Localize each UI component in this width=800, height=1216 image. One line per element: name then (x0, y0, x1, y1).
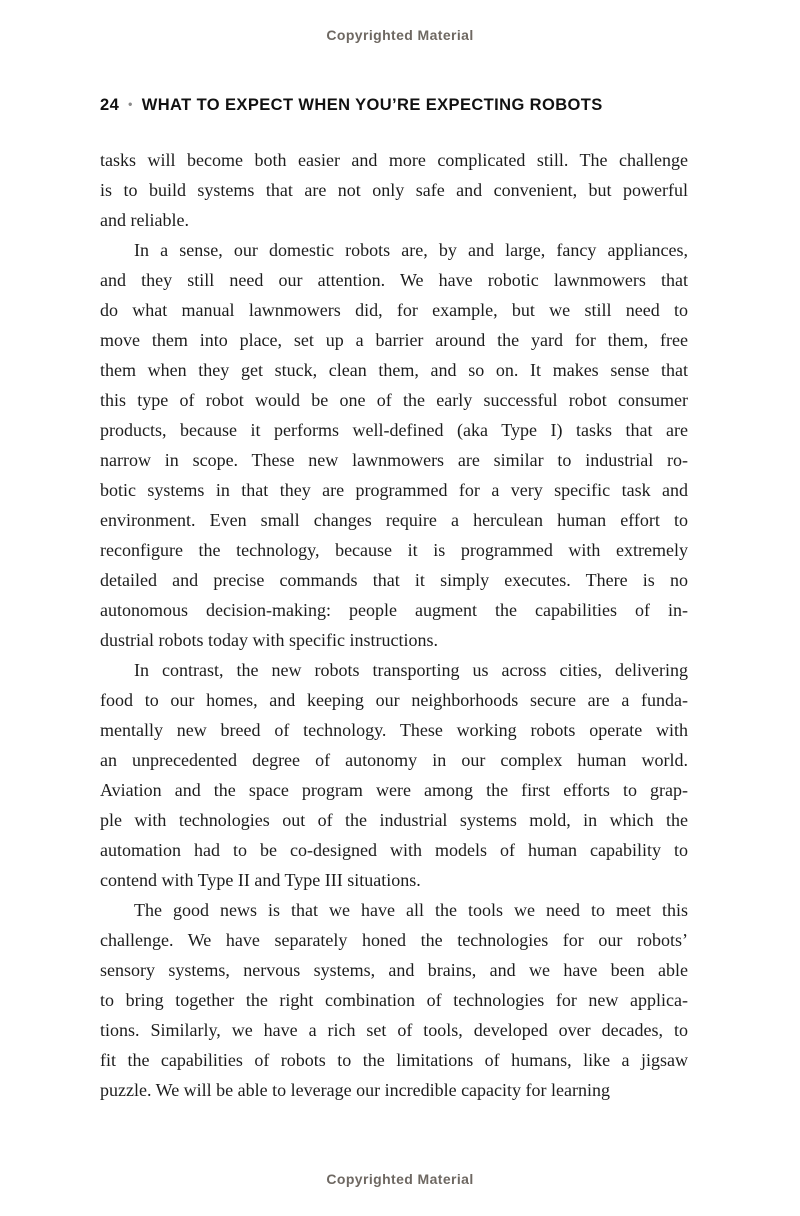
text-line: autonomous decision-making: people augment the capabilities of in- (100, 600, 688, 620)
text-line: do what manual lawnmowers did, for example, but we still need to (100, 300, 688, 320)
text-line: and they still need our attention. We have robotic lawnmowers that (100, 270, 688, 290)
text-line: sensory systems, nervous systems, and brains, and we have been able (100, 960, 688, 980)
copyright-notice-top: Copyrighted Material (326, 27, 474, 43)
text-line: contend with Type II and Type III situations. (100, 870, 421, 890)
page-number: 24 (100, 96, 120, 114)
text-line: automation had to be co-designed with models of human capability to (100, 840, 688, 860)
text-line: challenge. We have separately honed the technologies for our robots’ (100, 930, 688, 950)
header-bullet: • (128, 97, 133, 111)
text-line: food to our homes, and keeping our neighborhoods secure are a funda- (100, 690, 688, 710)
running-header (100, 96, 688, 115)
text-line: mentally new breed of technology. These working robots operate with (100, 720, 688, 740)
text-line: dustrial robots today with specific instructions. (100, 630, 438, 650)
text-line: is to build systems that are not only safe and convenient, but powerful (100, 180, 688, 200)
running-header-title: WHAT TO EXPECT WHEN YOU’RE EXPECTING ROBOTS (141, 96, 603, 114)
text-line: narrow in scope. These new lawnmowers are similar to industrial ro- (100, 450, 688, 470)
text-line: puzzle. We will be able to leverage our incredible capacity for learning (100, 1080, 610, 1100)
text-line: and reliable. (100, 210, 189, 230)
paragraph (100, 655, 688, 895)
text-line: Aviation and the space program were among the first efforts to grap- (100, 780, 688, 800)
text-line: In a sense, our domestic robots are, by and large, fancy appliances, (134, 240, 688, 260)
text-line: tions. Similarly, we have a rich set of tools, developed over decades, to (100, 1020, 688, 1040)
text-line: products, because it performs well-defined (aka Type I) tasks that are (100, 420, 688, 440)
text-line: to bring together the right combination of technologies for new applica- (100, 990, 688, 1010)
text-line: tasks will become both easier and more complicated still. The challenge (100, 150, 688, 170)
paragraph (100, 235, 688, 655)
text-line: an unprecedented degree of autonomy in our complex human world. (100, 750, 688, 770)
text-line: this type of robot would be one of the early successful robot consumer (100, 390, 688, 410)
text-line: botic systems in that they are programmed for a very specific task and (100, 480, 688, 500)
text-line: environment. Even small changes require a herculean human effort to (100, 510, 688, 530)
text-line: move them into place, set up a barrier around the yard for them, free (100, 330, 688, 350)
body-text (100, 145, 688, 1105)
paragraph (100, 895, 688, 1105)
text-line: In contrast, the new robots transporting us across cities, delivering (134, 660, 688, 680)
copyright-notice-bottom: Copyrighted Material (326, 1171, 474, 1187)
text-line: fit the capabilities of robots to the limitations of humans, like a jigsaw (100, 1050, 688, 1070)
text-line: ple with technologies out of the industrial systems mold, in which the (100, 810, 688, 830)
text-line: detailed and precise commands that it simply executes. There is no (100, 570, 688, 590)
text-line: reconfigure the technology, because it is programmed with extremely (100, 540, 688, 560)
paragraph (100, 145, 688, 235)
text-line: them when they get stuck, clean them, and so on. It makes sense that (100, 360, 688, 380)
text-line: The good news is that we have all the tools we need to meet this (134, 900, 688, 920)
